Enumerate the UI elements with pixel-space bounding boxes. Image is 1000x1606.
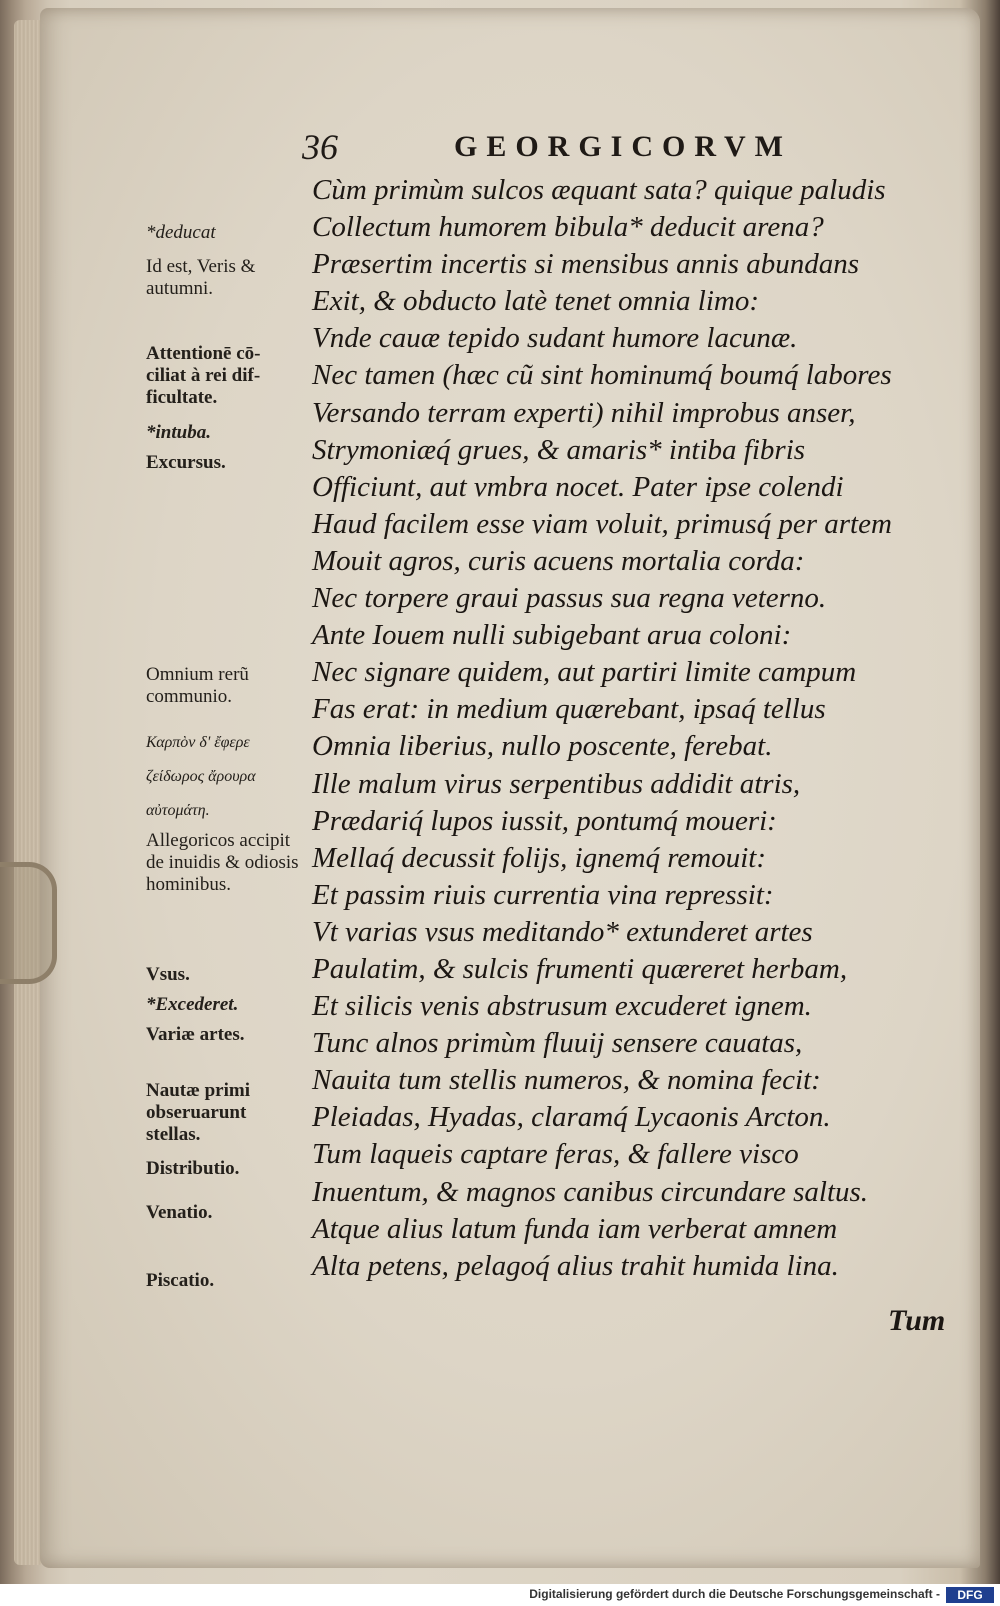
verse-line: Inuentum, & magnos canibus circundare saltus. [312, 1175, 869, 1208]
margin-note-excursus: Excursus. [146, 452, 226, 473]
verse-line: Officiunt, aut vmbra nocet. Pater ipse colendi [312, 470, 844, 503]
dfg-logo[interactable]: DFG [946, 1587, 994, 1603]
verse-line: Paulatim, & sulcis frumenti quæreret herbam, [312, 952, 848, 985]
verse-line: Et silicis venis abstrusum excuderet ignem. [312, 990, 812, 1023]
verse-line: Pleiadas, Hyadas, claramq́ Lycaonis Arcton. [312, 1101, 831, 1134]
verse-line: Exit, & obducto latè tenet omnia limo: [312, 285, 759, 318]
verse-line: Haud facilem esse viam voluit, primusq́ per artem [312, 507, 892, 540]
margin-note-piscatio: Piscatio. [146, 1270, 215, 1291]
margin-note-omnium: Omnium rerũ communio. [146, 664, 249, 707]
verse-line: Nec torpere graui passus sua regna veterno. [312, 582, 827, 615]
verse-line: Mellaq́ decussit folijs, ignemq́ remouit: [312, 841, 767, 874]
margin-note-distributio: Distributio. [146, 1158, 240, 1179]
verse-line: Nauita tum stellis numeros, & nomina fecit: [312, 1064, 821, 1097]
verse-line: Nec signare quidem, aut partiri limite campum [312, 656, 857, 689]
margin-note-veris: Id est, Veris & autumni. [146, 256, 256, 299]
verse-line: Ante Iouem nulli subigebant arua coloni: [312, 619, 792, 652]
digitization-footer [0, 1584, 1000, 1606]
margin-note-variae: Variæ artes. [146, 1024, 245, 1045]
verse-line: Tunc alnos primùm fluuij sensere cauatas, [312, 1027, 803, 1060]
running-title: GEORGICORVM [454, 130, 792, 163]
page-header [302, 126, 902, 176]
margin-note-intuba: *intuba. [146, 422, 211, 443]
margin-note-deducat: *deducat [146, 222, 216, 243]
verse-line: Strymoniæq́ grues, & amaris* intiba fibris [312, 433, 806, 466]
verse-line: Tum laqueis captare feras, & fallere visco [312, 1138, 799, 1171]
verse-text [312, 172, 962, 1285]
verse-line: Præsertim incertis si mensibus annis abundans [312, 248, 859, 281]
funding-credit: Digitalisierung gefördert durch die Deutsche Forschungsgemeinschaft - [529, 1587, 940, 1601]
book-clasp [0, 862, 57, 984]
verse-line: Cùm primùm sulcos æquant sata? quique paludis [312, 174, 886, 206]
verse-line: Et passim riuis currentia vina repressit: [312, 878, 774, 911]
catchword: Tum [888, 1304, 946, 1337]
verse-line: Alta petens, pelagoq́ alius trahit humida lina. [312, 1249, 839, 1282]
page-number: 36 [302, 127, 338, 167]
margin-note-venatio: Venatio. [146, 1202, 213, 1223]
verse-line: Prædariq́ lupos iussit, pontumq́ moueri: [312, 804, 777, 837]
margin-note-allegoricos: Allegoricos accipit de inuidis & odiosis hominibus. [146, 830, 299, 895]
margin-note-excederet: *Excederet. [146, 994, 239, 1015]
margin-note-vsus: Vsus. [146, 964, 190, 985]
verse-line: Collectum humorem bibula* deducit arena? [312, 211, 824, 244]
margin-note-attentionem: Attentionē cō-ciliat à rei dif-ficultate. [146, 343, 261, 408]
verse-line: Fas erat: in medium quærebant, ipsaq́ tellus [312, 693, 826, 726]
margin-note-greek: Καρπὸν δ' ἔφερε ζείδωρος ἄρουρα αὐτομάτη. [146, 734, 256, 819]
verse-line: Ille malum virus serpentibus addidit atris, [312, 767, 801, 800]
verse-line: Vnde cauæ tepido sudant humore lacunæ. [312, 322, 798, 355]
verse-line: Versando terram experti) nihil improbus anser, [312, 396, 856, 429]
verse-line: Vt varias vsus meditando* extunderet artes [312, 915, 813, 948]
verse-line: Mouit agros, curis acuens mortalia corda: [312, 544, 805, 577]
margin-note-nautae: Nautæ primi obseruarunt stellas. [146, 1080, 250, 1145]
verse-line: Nec tamen (hæc cũ sint hominumq́ boumq́ labores [312, 359, 892, 392]
verse-line: Omnia liberius, nullo poscente, ferebat. [312, 730, 773, 763]
verse-line: Atque alius latum funda iam verberat amnem [312, 1212, 838, 1245]
